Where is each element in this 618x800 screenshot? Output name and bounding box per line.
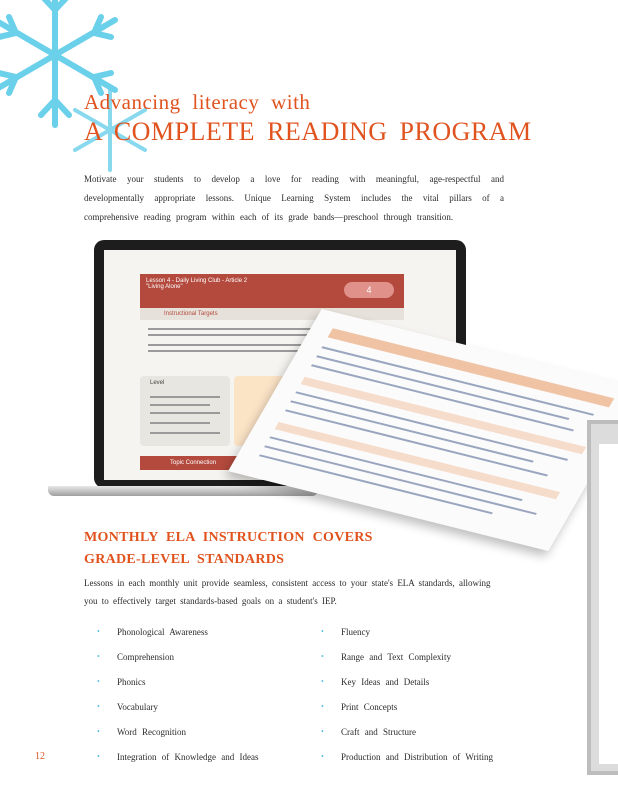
text-line [150,404,210,406]
intro-paragraph: Motivate your students to develop a love for reading with meaningful, age-respectful and developmentally appropriate lessons. Unique Learning System includes the vital pillars of a comprehensive reading program within each of its grade bands—preschool through transition. [84,174,504,222]
lesson-title: Lesson 4 - Daily Living Club - Article 2 [146,278,248,284]
text-line [150,396,220,398]
list-item-label: Integration of Knowledge and Ideas [117,752,259,762]
level-box [140,376,230,446]
list-item-label: Phonological Awareness [117,627,208,637]
bullet-icon: • [97,627,100,636]
text-line [150,432,220,434]
bullet-icon: • [321,677,324,686]
level-label: Level [150,380,165,386]
list-item [97,749,258,774]
list-item [321,674,493,699]
whiteboard-illustration [587,420,618,775]
instructional-targets-bar: Instructional Targets [140,308,404,320]
list-item-label: Key Ideas and Details [341,677,430,687]
bullet-icon: • [97,702,100,711]
laptop-base [48,486,318,496]
bullet-icon: • [321,702,324,711]
sheet-row [285,409,548,476]
list-item-label: Comprehension [117,652,174,662]
list-item-label: Print Concepts [341,702,398,712]
list-item [321,649,493,674]
lesson-number-badge: 4 [344,282,394,298]
heading-line-2: A COMPLETE READING PROGRAM [84,117,532,146]
bullet-icon: • [321,727,324,736]
heading-line-1: Advancing literacy with [84,90,311,114]
page-number: 12 [35,751,45,762]
list-item [321,749,493,774]
list-item [97,674,258,699]
list-item-label: Vocabulary [117,702,158,712]
list-item [321,624,493,649]
bullet-icon: • [321,652,324,661]
list-item [97,649,258,674]
list-item-label: Word Recognition [117,727,187,737]
list-item [97,724,258,749]
list-item [321,724,493,749]
list-item-label: Production and Distribution of Writing [341,752,493,762]
bullet-icon: • [97,727,100,736]
section-heading: MONTHLY ELA INSTRUCTION COVERS GRADE-LEVEL STANDARDS [84,530,373,567]
bullet-icon: • [321,627,324,636]
text-line [150,422,210,424]
whiteboard-surface [599,444,618,764]
list-item [321,699,493,724]
bullet-icon: • [321,752,324,761]
lesson-bar [140,274,404,308]
list-item-label: Fluency [341,627,370,637]
list-item-label: Phonics [117,677,146,687]
sheet-row [311,364,574,431]
bullet-icon: • [97,752,100,761]
skills-list-right [321,624,493,774]
list-item-label: Craft and Structure [341,727,416,737]
sheet-row [321,346,594,416]
list-item [97,624,258,649]
list-item [97,699,258,724]
bullet-icon: • [97,652,100,661]
sheet-row [295,391,568,461]
lesson-subtitle: "Living Alone" [146,284,183,290]
text-line [150,412,220,414]
section-body: Lessons in each monthly unit provide seamless, consistent access to your state's ELA standards, allowing you to effectively target standards-based goals on a student's IEP. [84,578,491,606]
bullet-icon: • [97,677,100,686]
skills-list-left [97,624,258,774]
topic-connection-bar: Topic Connection [140,456,290,470]
list-item-label: Range and Text Complexity [341,652,451,662]
